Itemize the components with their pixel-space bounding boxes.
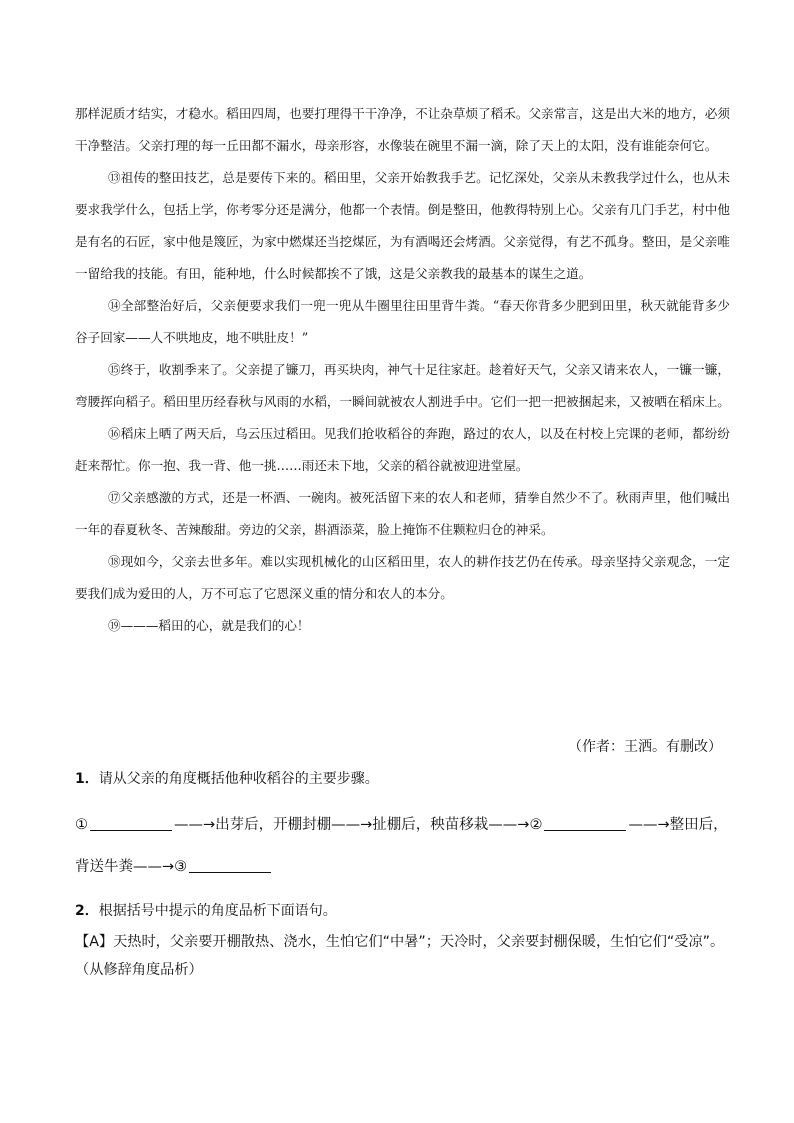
question-1-number: 1． — [75, 771, 99, 787]
paragraph-13: ⑬祖传的整田技艺，总是要传下来的。稻田里，父亲开始教我手艺。记忆深处，父亲从未教我学过什么，也从未要求我学什么，包括上学，你考零分还是满分，他都一个表情。倒是整田，他教得特别上心。父亲有几门手艺，村中他是有名的石匠，家中他是篾匠，为家中燃煤还当挖煤匠，为有酒喝还会烤酒。父亲觉得，有艺不孤身。整田，是父亲唯一留给我的技能。有田，能种地，什么时候都挨不了饿，这是父亲教我的最基本的谋生之道。 — [75, 170, 730, 281]
question-1-prompt: 请从父亲的角度概括他种收稻谷的主要步骤。 — [98, 771, 379, 787]
question-1-steps — [75, 804, 730, 888]
question-2-item-a: 【A】天热时，父亲要开棚散热、浇水，生怕它们“中暑”；天冷时，父亲要封棚保暖，生怕它们“受凉”。（从修辞角度品析） — [75, 934, 725, 978]
question-1-title — [75, 768, 730, 790]
step-arrows-1: ——→出芽后，开棚封棚——→扯棚后，秧苗移栽——→ — [174, 817, 530, 833]
paragraph-18: ⑱现如今，父亲去世多年。难以实现机械化的山区稻田里，农人的耕作技艺仍在传承。母亲坚持父亲观念，一定要我们成为爱田的人，万不可忘了它恩深义重的情分和农人的本分。 — [75, 554, 730, 601]
author-credit: （作者：王洒。有删改） — [568, 740, 722, 755]
questions-section — [75, 768, 730, 984]
question-2 — [75, 900, 730, 984]
step-1-mark: ① — [75, 817, 88, 833]
reading-passage — [75, 98, 730, 642]
paragraph-15: ⑮终于，收割季来了。父亲提了镰刀，再买块肉，神气十足往家赶。趁着好天气，父亲又请来农人，一镰一镰，弯腰挥向稻子。稻田里历经春秋与风雨的水稻，一瞬间就被农人割进手中。它们一把一把被捆起来，又被晒在稻床上。 — [75, 362, 730, 409]
answer-blank-3[interactable] — [189, 856, 271, 873]
step-3-mark: ③ — [174, 859, 188, 875]
question-2-title — [75, 900, 730, 922]
step-arrows-2: ——→整田后，背送牛粪——→ — [75, 817, 728, 875]
paragraph-16: ⑯稻床上晒了两天后，乌云压过稻田。见我们抢收稻谷的奔跑，路过的农人，以及在村校上完课的老师，都纷纷赶来帮忙。你一抱、我一背、他一挑……雨还未下地，父亲的稻谷就被迎进堂屋。 — [75, 426, 730, 473]
paragraph-19: ⑲———稻田的心，就是我们的心！ — [108, 618, 310, 633]
paragraph-17: ⑰父亲感激的方式，还是一杯酒、一碗肉。被死活留下来的农人和老师，猜拳自然少不了。秋雨声里，他们喊出一年的春夏秋冬、苦辣酸甜。旁边的父亲，斟酒添菜，脸上掩饰不住颗粒归仓的神采。 — [75, 490, 730, 537]
paragraph-continued: 那样泥质才结实，才稳水。稻田四周，也要打理得干干净净，不让杂草烦了稻禾。父亲常言，这是出大米的地方，必须干净整洁。父亲打理的每一丘田都不漏水，母亲形容，水像装在碗里不漏一滴，除了天上的太阳，没有谁能奈何它。 — [75, 106, 730, 153]
step-2-mark: ② — [529, 817, 543, 833]
question-2-number: 2． — [75, 903, 99, 919]
question-2-prompt: 根据括号中提示的角度品析下面语句。 — [98, 903, 337, 919]
paragraph-14: ⑭全部整治好后，父亲便要求我们一兜一兜从牛圈里往田里背牛粪。“春天你背多少肥到田里，秋天就能背多少谷子回家——人不哄地皮，地不哄肚皮！” — [75, 298, 730, 345]
answer-blank-2[interactable] — [544, 814, 626, 831]
answer-blank-1[interactable] — [90, 814, 172, 831]
